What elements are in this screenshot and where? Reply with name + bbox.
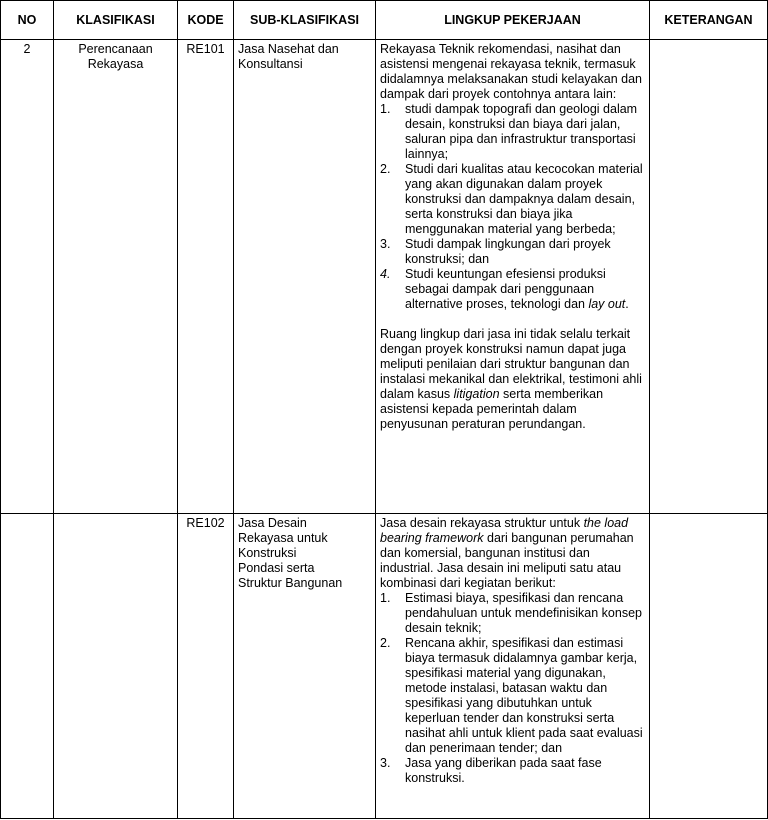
- table-header-row: [1, 1, 768, 40]
- list-item: [380, 102, 645, 162]
- list-text: Rencana akhir, spesifikasi dan estimasi biaya termasuk didalamnya gambar kerja, spesifikasi material yang digunakan, metode instalasi, batasan waktu dan spesifikasi yang dibutuhkan untuk keperluan tender dan konstruksi serta nasihat ahli untuk klient pada saat evaluasi dan penerimaan tender; dan: [405, 636, 643, 755]
- list-text: .: [625, 297, 629, 311]
- list-item: [380, 162, 645, 237]
- header-sub-klasifikasi: SUB-KLASIFIKASI: [234, 1, 376, 40]
- list-text: Studi dari kualitas atau kecocokan material yang akan digunakan dalam proyek konstruksi dan dampaknya dalam desain, serta konstruksi dan biaya jika menggunakan material yang berbeda;: [405, 162, 643, 236]
- list-number: 2.: [380, 162, 391, 176]
- closing-text: Ruang lingkup dari jasa ini tidak selalu terkait dengan proyek konstruksi namun dapat juga meliputi penilaian dari struktur bangunan dan instalasi mekanikal dan elektrikal, testimoni ahli dalam kasus: [380, 327, 642, 401]
- list-number: 3.: [380, 756, 391, 770]
- list-text: Studi dampak lingkungan dari proyek konstruksi; dan: [405, 237, 611, 266]
- list-text: Studi keuntungan efesiensi produksi sebagai dampak dari penggunaan alternative proses, teknologi dan: [405, 267, 606, 311]
- sub-klasifikasi-line: Rekayasa untuk: [238, 531, 328, 545]
- lingkup-intro: [380, 516, 645, 591]
- table-row: [1, 40, 768, 514]
- cell-keterangan: [650, 40, 768, 514]
- list-number: 1.: [380, 102, 391, 116]
- sub-klasifikasi-line: Konstruksi: [238, 546, 297, 560]
- sub-klasifikasi-line: Pondasi serta: [238, 561, 315, 575]
- cell-no: [1, 514, 54, 819]
- sub-klasifikasi-line: Jasa Nasehat dan: [238, 42, 339, 56]
- klasifikasi-line: Rekayasa: [87, 57, 144, 71]
- header-kode: KODE: [178, 1, 234, 40]
- list-item: [380, 267, 645, 312]
- cell-lingkup-pekerjaan: [376, 40, 650, 514]
- lingkup-closing: [380, 327, 645, 432]
- klasifikasi-line: Perencanaan: [78, 42, 153, 56]
- lingkup-list: [380, 102, 645, 312]
- paragraph-gap: [380, 312, 645, 327]
- closing-emphasis: litigation: [453, 387, 500, 401]
- lingkup-intro: Rekayasa Teknik rekomendasi, nasihat dan asistensi mengenai rekayasa teknik, termasuk didalamnya melaksanakan studi kelayakan dan dampak dari proyek contohnya antara lain:: [380, 42, 642, 101]
- cell-keterangan: [650, 514, 768, 819]
- list-item: [380, 636, 645, 756]
- list-item: [380, 591, 645, 636]
- cell-kode: RE101: [178, 40, 234, 514]
- header-lingkup-pekerjaan: LINGKUP PEKERJAAN: [376, 1, 650, 40]
- cell-kode: RE102: [178, 514, 234, 819]
- intro-text: dari bangunan perumahan dan komersial, bangunan institusi dan industrial. Jasa desain ini meliputi satu atau kombinasi dari kegiatan berikut:: [380, 531, 634, 590]
- intro-text: Jasa desain rekayasa struktur untuk: [380, 516, 584, 530]
- list-text: Jasa yang diberikan pada saat fase konstruksi.: [405, 756, 602, 785]
- header-klasifikasi: KLASIFIKASI: [54, 1, 178, 40]
- closing-text: serta memberikan asistensi kepada pemerintah dalam penyusunan peraturan perundangan.: [380, 387, 604, 431]
- list-text: studi dampak topografi dan geologi dalam desain, konstruksi dan biaya dari jalan, saluran pipa dan infrastruktur transportasi lainnya;: [405, 102, 638, 161]
- list-text: Estimasi biaya, spesifikasi dan rencana pendahuluan untuk mendefinisikan konsep desain teknik;: [405, 591, 642, 635]
- list-number: 1.: [380, 591, 391, 605]
- header-no: NO: [1, 1, 54, 40]
- intro-emphasis: the load bearing framework: [380, 516, 629, 545]
- lingkup-list: [380, 591, 645, 786]
- table-row: [1, 514, 768, 819]
- cell-no: 2: [1, 40, 54, 514]
- cell-sub-klasifikasi: [234, 40, 376, 514]
- list-number: 3.: [380, 237, 391, 251]
- sub-klasifikasi-line: Jasa Desain: [238, 516, 307, 530]
- sub-klasifikasi-line: Konsultansi: [238, 57, 303, 71]
- sub-klasifikasi-line: Struktur Bangunan: [238, 576, 343, 590]
- list-number: 2.: [380, 636, 391, 650]
- cell-sub-klasifikasi: [234, 514, 376, 819]
- header-keterangan: KETERANGAN: [650, 1, 768, 40]
- cell-klasifikasi: [54, 40, 178, 514]
- list-number: 4.: [380, 267, 391, 281]
- list-text-emphasis: lay out: [588, 297, 626, 311]
- cell-klasifikasi: [54, 514, 178, 819]
- cell-lingkup-pekerjaan: [376, 514, 650, 819]
- list-item: [380, 237, 645, 267]
- list-item: [380, 756, 645, 786]
